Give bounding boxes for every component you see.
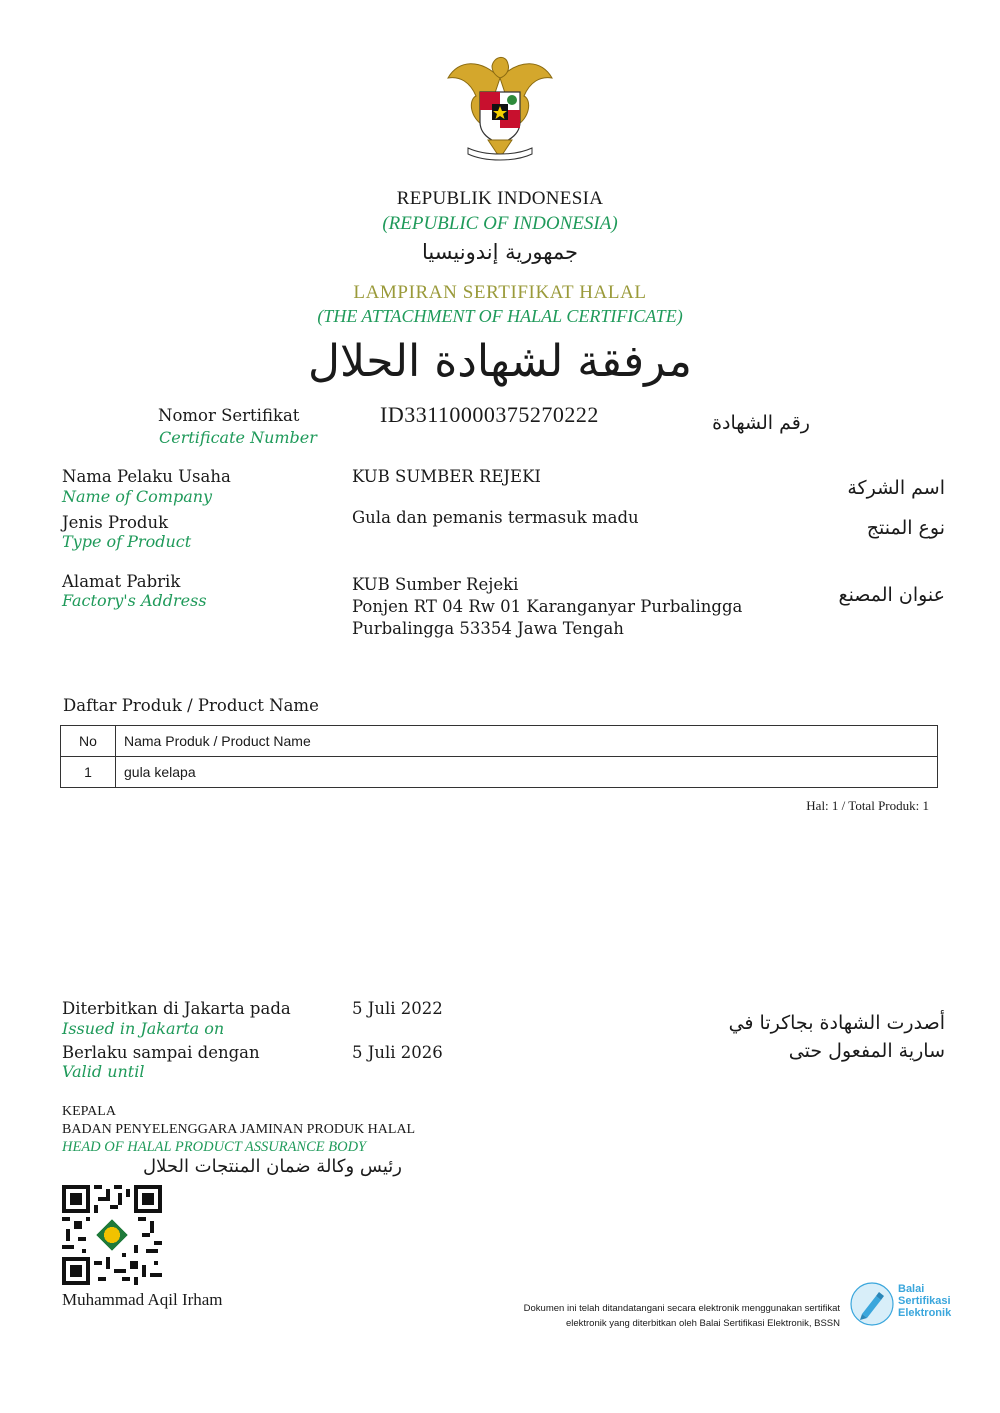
certificate-number-label-en: Certificate Number xyxy=(159,428,317,447)
valid-until-label: Berlaku sampai dengan xyxy=(62,1043,260,1062)
issued-date: 5 Juli 2022 xyxy=(352,999,443,1018)
document-title: LAMPIRAN SERTIFIKAT HALAL xyxy=(353,282,647,303)
signatory-name: Muhammad Aqil Irham xyxy=(62,1290,223,1309)
company-label-ar: اسم الشركة xyxy=(847,477,945,499)
bsre-logo-line-1: Balai xyxy=(898,1283,925,1295)
country-title-ar: جمهورية إندونيسيا xyxy=(421,240,579,264)
product-type-label-en: Type of Product xyxy=(62,532,192,551)
certificate-number-label: Nomor Sertifikat xyxy=(158,406,300,425)
address-line-3: Purbalingga 53354 Jawa Tengah xyxy=(352,619,624,638)
issued-label: Diterbitkan di Jakarta pada xyxy=(62,999,291,1018)
column-header-product-name: Nama Produk / Product Name xyxy=(116,726,938,757)
signatory-title-ar: رئيس وكالة ضمان المنتجات الحلال xyxy=(143,1156,402,1177)
country-title: REPUBLIK INDONESIA xyxy=(396,188,604,209)
footer-note-line-1: Dokumen ini telah ditandatangani secara elektronik menggunakan sertifikat xyxy=(523,1303,840,1314)
signatory-title-1: KEPALA xyxy=(62,1104,116,1119)
table-row xyxy=(61,757,938,788)
certificate-number-label-ar: رقم الشهادة xyxy=(712,412,810,434)
address-label-ar: عنوان المصنع xyxy=(838,584,945,606)
address-label-en: Factory's Address xyxy=(62,591,207,610)
pagination-text: Hal: 1 / Total Produk: 1 xyxy=(806,798,929,813)
valid-until-date: 5 Juli 2026 xyxy=(352,1043,443,1062)
column-header-no: No xyxy=(61,726,116,757)
garuda-emblem-logo xyxy=(440,48,560,168)
bsre-logo-line-3: Elektronik xyxy=(898,1307,952,1319)
footer-note xyxy=(440,1301,840,1331)
bsre-pen-logo-icon xyxy=(850,1282,894,1326)
table-header-row xyxy=(61,726,938,757)
signatory-title-en: HEAD OF HALAL PRODUCT ASSURANCE BODY xyxy=(62,1139,367,1155)
product-list-heading: Daftar Produk / Product Name xyxy=(63,696,319,715)
address-line-2: Ponjen RT 04 Rw 01 Karanganyar Purbalingga xyxy=(352,597,743,616)
product-name: gula kelapa xyxy=(116,757,938,788)
company-label: Nama Pelaku Usaha xyxy=(62,467,231,486)
signatory-title-2: BADAN PENYELENGGARA JAMINAN PRODUK HALAL xyxy=(62,1122,416,1137)
certificate-number: ID33110000375270222 xyxy=(380,402,599,427)
issued-label-ar: أصدرت الشهادة بجاكرتا في xyxy=(728,1012,945,1034)
valid-until-label-en: Valid until xyxy=(62,1062,145,1081)
company-name: KUB SUMBER REJEKI xyxy=(352,467,541,486)
product-type-value: Gula dan pemanis termasuk madu xyxy=(352,508,639,527)
product-table xyxy=(60,725,938,788)
country-title-en: (REPUBLIC OF INDONESIA) xyxy=(382,213,618,234)
footer-note-line-2: elektronik yang diterbitkan oleh Balai Sertifikasi Elektronik, BSSN xyxy=(565,1318,840,1329)
document-title-en: (THE ATTACHMENT OF HALAL CERTIFICATE) xyxy=(317,306,683,326)
issued-label-en: Issued in Jakarta on xyxy=(62,1019,225,1038)
valid-until-label-ar: سارية المفعول حتى xyxy=(788,1040,945,1062)
address-label: Alamat Pabrik xyxy=(62,572,181,591)
bsre-logo-line-2: Sertifikasi xyxy=(898,1295,951,1307)
bsre-logo-text xyxy=(898,1283,951,1319)
row-number: 1 xyxy=(61,757,116,788)
product-type-label: Jenis Produk xyxy=(62,513,169,532)
address-line-1: KUB Sumber Rejeki xyxy=(352,575,519,594)
document-title-ar: مرفقة لشهادة الحلال xyxy=(308,336,692,387)
company-label-en: Name of Company xyxy=(62,487,213,506)
product-type-label-ar: نوع المنتج xyxy=(866,517,945,539)
qr-code-signature xyxy=(62,1185,162,1285)
